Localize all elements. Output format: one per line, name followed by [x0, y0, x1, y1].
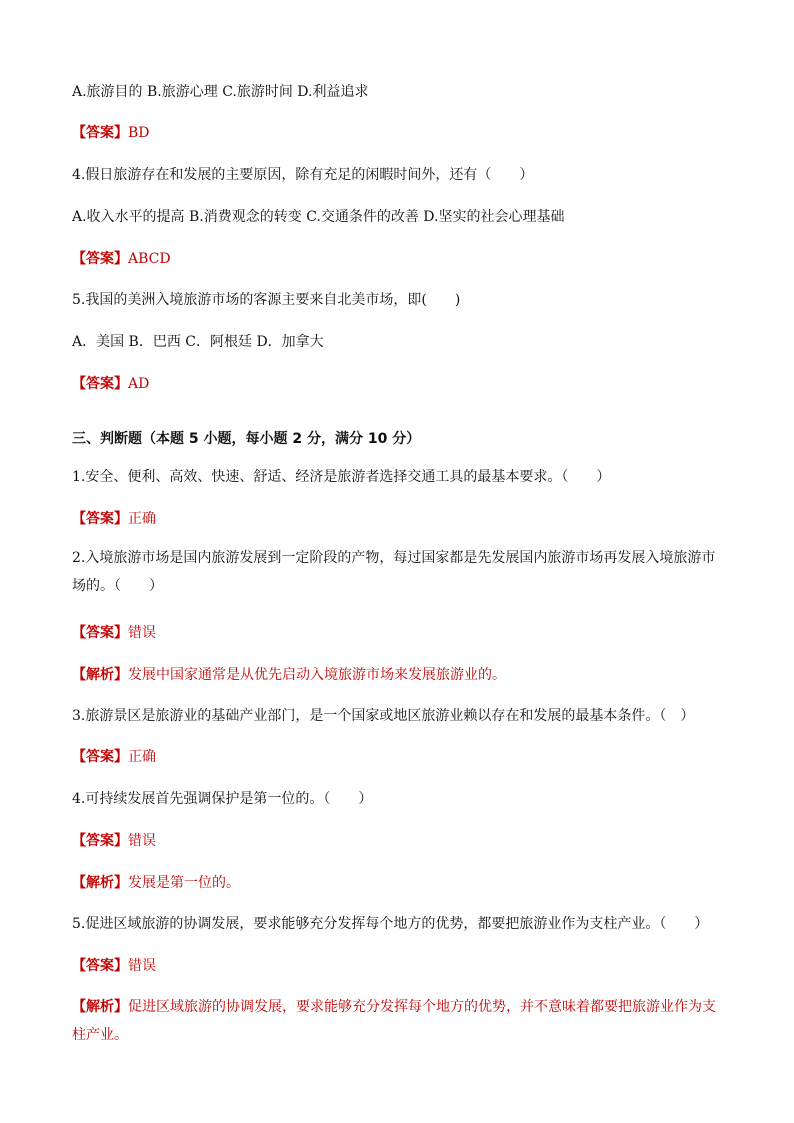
j2-analysis	[72, 665, 722, 685]
answer-tag: 【答案】	[72, 125, 128, 141]
j5-analysis	[72, 993, 722, 1049]
answer-value: ABCD	[128, 251, 171, 267]
j5-question: 5.促进区域旅游的协调发展，要求能够充分发挥每个地方的优势，都要把旅游业作为支柱产业。（ ）	[72, 916, 709, 932]
j1-answer	[72, 509, 722, 529]
answer-value: 错误	[128, 958, 156, 974]
q4-options: A.收入水平的提高 B.消费观念的转变 C.交通条件的改善 D.坚实的社会心理基础	[72, 209, 565, 225]
j4-answer	[72, 831, 722, 851]
answer-tag: 【答案】	[72, 511, 128, 527]
j2-answer	[72, 623, 722, 643]
analysis-tag: 【解析】	[72, 875, 128, 891]
answer-tag: 【答案】	[72, 376, 128, 392]
answer-tag: 【答案】	[72, 251, 128, 267]
answer-value: BD	[128, 125, 150, 141]
q5-question: 5.我国的美洲入境旅游市场的客源主要来自北美市场，即( )	[72, 292, 461, 308]
q5-answer	[72, 374, 722, 394]
q5-options: A．美国 B．巴西 C．阿根廷 D．加拿大	[72, 334, 324, 350]
answer-tag: 【答案】	[72, 749, 128, 765]
analysis-tag: 【解析】	[72, 999, 128, 1015]
q3-options: A.旅游目的 B.旅游心理 C.旅游时间 D.利益追求	[72, 84, 369, 100]
answer-value: 错误	[128, 833, 156, 849]
j4-question: 4.可持续发展首先强调保护是第一位的。（ ）	[72, 791, 373, 807]
q4-answer	[72, 249, 722, 269]
section-heading: 三、判断题（本题 5 小题，每小题 2 分，满分 10 分）	[72, 431, 421, 447]
q3-answer	[72, 123, 722, 143]
answer-value: AD	[128, 376, 150, 392]
analysis-text: 发展中国家通常是从优先启动入境旅游市场来发展旅游业的。	[128, 667, 506, 683]
answer-tag: 【答案】	[72, 958, 128, 974]
analysis-tag: 【解析】	[72, 667, 128, 683]
j3-answer	[72, 747, 722, 767]
answer-value: 错误	[128, 625, 156, 641]
answer-value: 正确	[128, 749, 156, 765]
j2-question: 2.入境旅游市场是国内旅游发展到一定阶段的产物，每过国家都是先发展国内旅游市场再发展入境旅游市场的。（ ）	[72, 550, 716, 594]
analysis-text: 促进区域旅游的协调发展，要求能够充分发挥每个地方的优势，并不意味着都要把旅游业作为支柱产业。	[72, 999, 716, 1043]
j1-question: 1.安全、便利、高效、快速、舒适、经济是旅游者选择交通工具的最基本要求。（ ）	[72, 469, 611, 485]
j5-answer	[72, 956, 722, 976]
answer-tag: 【答案】	[72, 833, 128, 849]
answer-value: 正确	[128, 511, 156, 527]
analysis-text: 发展是第一位的。	[128, 875, 240, 891]
q4-question: 4.假日旅游存在和发展的主要原因，除有充足的闲暇时间外，还有（ ）	[72, 167, 534, 183]
j3-question: 3.旅游景区是旅游业的基础产业部门，是一个国家或地区旅游业赖以存在和发展的最基本条件。（ ）	[72, 708, 695, 724]
j4-analysis	[72, 873, 722, 893]
answer-tag: 【答案】	[72, 625, 128, 641]
